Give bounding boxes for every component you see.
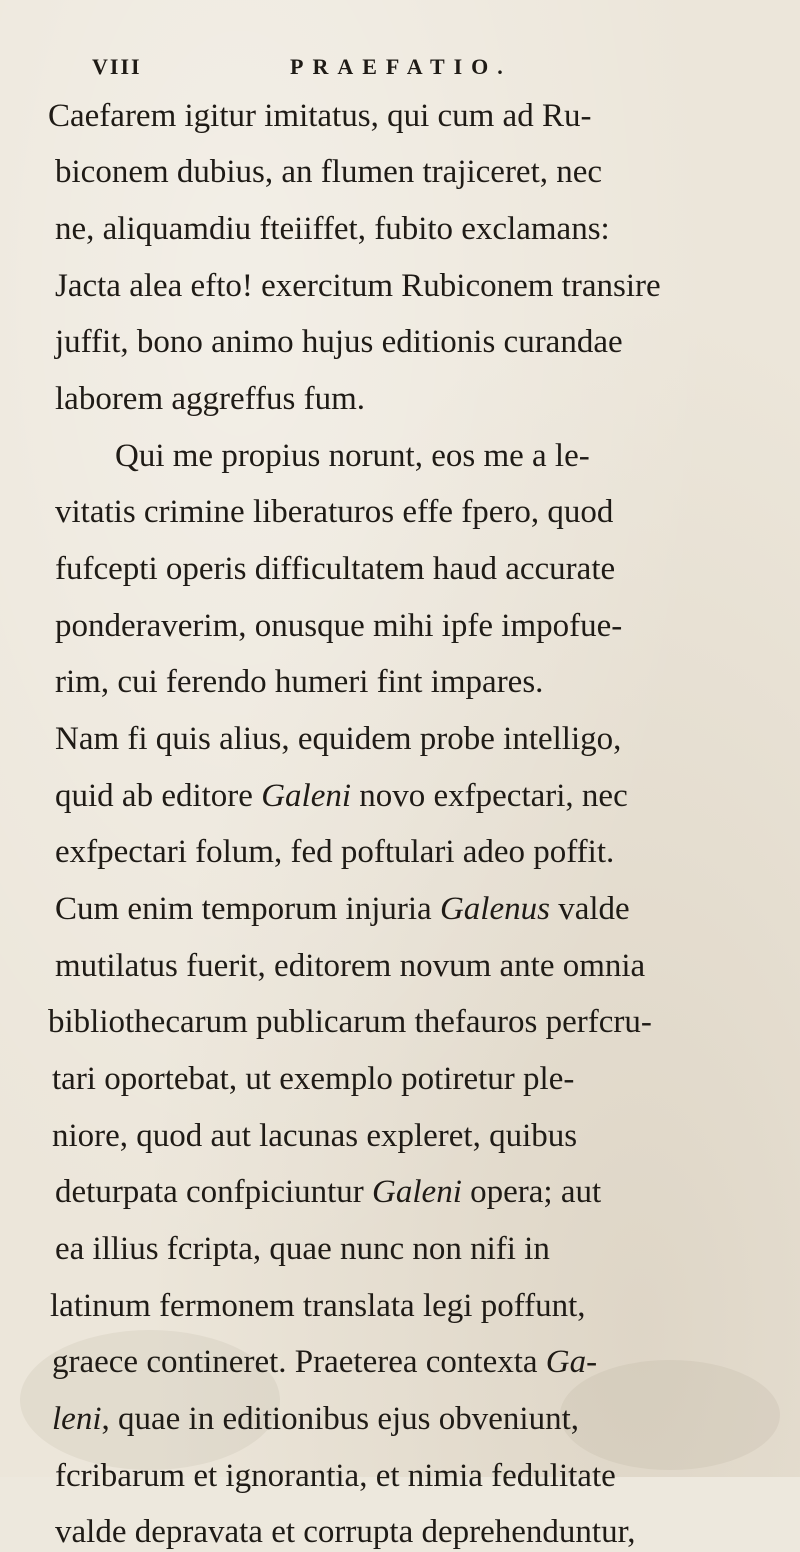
- text-line: latinum fermonem translata legi poffunt,: [50, 1288, 586, 1324]
- text-line: valde depravata et corrupta deprehenduntur,: [55, 1514, 636, 1550]
- running-head: PRAEFATIO.: [290, 54, 512, 79]
- text-line: vitatis crimine liberaturos effe fpero, quod: [55, 494, 614, 530]
- text-line: rim, cui ferendo humeri fint impares.: [55, 664, 544, 700]
- text-line: deturpata confpiciuntur Galeni opera; aut: [55, 1174, 602, 1210]
- text-line: fufcepti operis difficultatem haud accurate: [55, 551, 616, 587]
- text-line: bibliothecarum publicarum thefauros perfcru-: [48, 1004, 652, 1040]
- text-line: graece contineret. Praeterea contexta Ga-: [52, 1344, 598, 1380]
- text-line: ne, aliquamdiu fteiiffet, fubito exclamans:: [55, 211, 610, 247]
- text-line: ea illius fcripta, quae nunc non nifi in: [55, 1231, 550, 1267]
- text-line: Qui me propius norunt, eos me a le-: [115, 438, 590, 474]
- text-line: Caefarem igitur imitatus, qui cum ad Ru-: [48, 98, 592, 134]
- text-line: exfpectari folum, fed poftulari adeo poffit.: [55, 834, 615, 870]
- text-line: Nam fi quis alius, equidem probe intelligo,: [55, 721, 622, 757]
- page-header: [92, 54, 740, 94]
- text-line: Jacta alea efto! exercitum Rubiconem transire: [55, 268, 661, 304]
- text-line: laborem aggreffus fum.: [55, 381, 366, 417]
- text-line: niore, quod aut lacunas expleret, quibus: [52, 1118, 578, 1154]
- text-line: biconem dubius, an flumen trajiceret, nec: [55, 154, 603, 190]
- text-line: quid ab editore Galeni novo exfpectari, nec: [55, 778, 628, 814]
- text-line: ponderaverim, onusque mihi ipfe impofue-: [55, 608, 623, 644]
- text-line: tari oportebat, ut exemplo potiretur ple-: [52, 1061, 575, 1097]
- text-line: fcribarum et ignorantia, et nimia fedulitate: [55, 1458, 616, 1494]
- text-line: Cum enim temporum injuria Galenus valde: [55, 891, 630, 927]
- page-number: VIII: [92, 54, 142, 79]
- text-line: juffit, bono animo hujus editionis curandae: [55, 324, 623, 360]
- text-line: mutilatus fuerit, editorem novum ante omnia: [55, 948, 646, 984]
- text-line: leni, quae in editionibus ejus obveniunt,: [52, 1401, 580, 1437]
